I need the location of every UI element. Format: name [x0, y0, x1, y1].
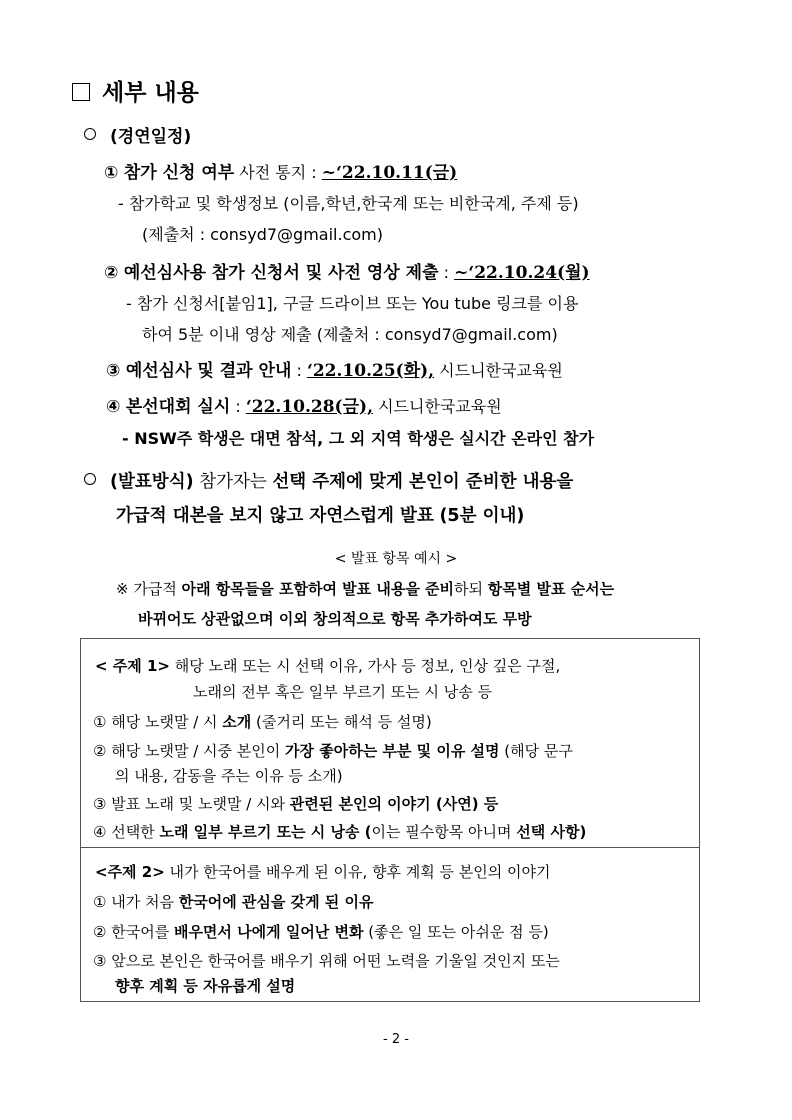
section-title-text: 세부 내용 — [102, 80, 199, 106]
note-bold-1: 아래 항목들을 포함하여 발표 내용을 준비 — [181, 580, 455, 598]
topic-2-item-2-num: ② — [93, 923, 107, 941]
step-2-mid: : — [438, 263, 455, 282]
topic-1-item-3-a: 발표 노래 및 노랫말 / 시와 — [106, 795, 290, 813]
topic-1-item-3 — [93, 793, 498, 814]
step-2-detail-2: 하여 5분 이내 영상 제출 (제출처 : consyd7@gmail.com) — [142, 325, 558, 344]
topic-1-item-1-c: (줄거리 또는 해석 등 설명) — [251, 713, 432, 731]
schedule-heading — [84, 122, 191, 147]
topic-1-desc-1: 해당 노래 또는 시 선택 이유, 가사 등 정보, 인상 깊은 구절, — [170, 657, 561, 675]
topic-2-desc: 내가 한국어를 배우게 된 이유, 향후 계획 등 본인의 이야기 — [164, 863, 551, 881]
step-4-detail-1: - NSW주 학생은 대면 참석, 그 외 지역 학생은 실시간 온라인 참가 — [122, 429, 595, 448]
step-4-title: 본선대회 실시 — [125, 397, 231, 417]
topic-1-item-3-b: 관련된 본인의 이야기 (사연) 등 — [289, 795, 499, 813]
method-label: (발표방식) — [110, 472, 194, 492]
step-1-mid: 사전 통지 : — [234, 163, 322, 182]
step-1-detail-1: - 참가학교 및 학생정보 (이름,학년,한국계 또는 비한국계, 주제 등) — [118, 194, 579, 213]
topic-1-item-4-d: 선택 사항) — [516, 823, 587, 841]
step-1-num: ① — [104, 163, 119, 183]
note-text-1: 가급적 — [128, 580, 182, 598]
page-number: - 2 - — [383, 1032, 409, 1047]
topic-1-item-4-a: 선택한 — [106, 823, 160, 841]
method-line-2 — [116, 502, 524, 527]
circle-bullet-icon — [84, 473, 96, 485]
topic-1-item-4-num: ④ — [93, 823, 107, 841]
note-line-2: 바뀌어도 상관없으며 이외 창의적으로 항목 추가하여도 무방 — [138, 610, 532, 628]
topic-1-item-1-num: ① — [93, 713, 107, 731]
schedule-step-4 — [106, 392, 502, 417]
topic-1-item-2-a: 해당 노랫말 / 시중 본인이 — [106, 742, 286, 760]
topic-1-item-1-b: 소개 — [222, 713, 252, 731]
box-divider — [81, 847, 699, 848]
note-line-1 — [116, 578, 614, 599]
schedule-step-2 — [104, 258, 590, 283]
topic-2-item-3 — [93, 950, 560, 971]
topic-1-header — [95, 655, 560, 676]
topic-2-item-1 — [93, 891, 374, 912]
step-3-place: 시드니한국교육원 — [434, 361, 563, 380]
topic-1-label: < 주제 1> — [95, 657, 170, 675]
topic-2-item-2-c: (좋은 일 또는 아쉬운 점 등) — [363, 923, 549, 941]
topic-1-item-3-num: ③ — [93, 795, 107, 813]
topic-1-item-2-num: ② — [93, 742, 107, 760]
method-bold-2: 가급적 대본을 보지 않고 자연스럽게 발표 — [116, 506, 434, 526]
method-text-1: 참가자는 — [193, 472, 273, 492]
example-box — [80, 638, 700, 1002]
section-title — [72, 74, 199, 107]
topic-2-item-3-cont: 향후 계획 등 자유롭게 설명 — [115, 977, 296, 995]
step-3-title: 예선심사 및 결과 안내 — [125, 361, 292, 381]
step-2-detail-1: - 참가 신청서[붙임1], 구글 드라이브 또는 You tube 링크를 이용 — [126, 294, 579, 313]
topic-1-item-4-b: 노래 일부 부르기 또는 시 낭송 ( — [159, 823, 372, 841]
schedule-step-1 — [104, 158, 457, 183]
topic-1-item-2 — [93, 740, 573, 761]
topic-1-item-2-c: (해당 문구 — [499, 742, 573, 760]
topic-2-item-1-b: 한국어에 관심을 갖게 된 이유 — [178, 893, 374, 911]
schedule-heading-text: (경연일정) — [110, 127, 192, 147]
step-4-mid: : — [230, 397, 246, 416]
topic-1-item-2-cont: 의 내용, 감동을 주는 이유 등 소개) — [115, 767, 343, 785]
note-text-2: 하되 — [454, 580, 488, 598]
topic-2-item-3-num: ③ — [93, 952, 107, 970]
note-bold-2: 항목별 발표 순서는 — [487, 580, 615, 598]
step-3-num: ③ — [106, 361, 121, 381]
method-line-1 — [84, 468, 573, 493]
topic-1-desc-2: 노래의 전부 혹은 일부 부르기 또는 시 낭송 등 — [193, 683, 492, 701]
note-mark: ※ — [116, 580, 129, 598]
topic-1-item-4 — [93, 821, 586, 842]
step-3-mid: : — [291, 361, 307, 380]
topic-1-item-4-c: 이는 필수항목 아니며 — [371, 823, 517, 841]
step-1-date: ~‘22.10.11(금) — [321, 163, 458, 183]
topic-1-item-2-b: 가장 좋아하는 부분 및 이유 설명 — [285, 742, 500, 760]
step-4-date: ‘22.10.28(금), — [245, 397, 373, 417]
topic-1-item-1-a: 해당 노랫말 / 시 — [106, 713, 223, 731]
topic-2-item-1-a: 내가 처음 — [106, 893, 179, 911]
topic-2-item-1-num: ① — [93, 893, 107, 911]
topic-1-item-1 — [93, 711, 432, 732]
step-2-title: 예선심사용 참가 신청서 및 사전 영상 제출 — [123, 263, 439, 283]
step-4-place: 시드니한국교육원 — [372, 397, 502, 416]
step-2-date: ~‘22.10.24(월) — [454, 263, 590, 283]
step-1-title: 참가 신청 여부 — [123, 163, 235, 183]
circle-bullet-icon — [84, 128, 96, 140]
method-tail: (5분 이내) — [439, 506, 525, 526]
step-3-date: ‘22.10.25(화), — [306, 361, 435, 381]
step-4-num: ④ — [106, 397, 121, 417]
topic-2-label: <주제 2> — [95, 863, 165, 881]
step-1-detail-2: (제출처 : consyd7@gmail.com) — [142, 225, 383, 244]
example-title: < 발표 항목 예시 > — [334, 551, 458, 567]
topic-2-header — [95, 861, 551, 882]
topic-2-item-3-a: 앞으로 본인은 한국어를 배우기 위해 어떤 노력을 기울일 것인지 또는 — [106, 952, 560, 970]
step-2-num: ② — [104, 263, 119, 283]
topic-2-item-2 — [93, 921, 549, 942]
schedule-step-3 — [106, 356, 563, 381]
method-bold-1: 선택 주제에 맞게 본인이 준비한 내용을 — [272, 472, 574, 492]
square-bullet-icon — [72, 83, 90, 101]
topic-2-item-2-b: 배우면서 나에게 일어난 변화 — [173, 923, 364, 941]
topic-2-item-2-a: 한국어를 — [106, 923, 174, 941]
